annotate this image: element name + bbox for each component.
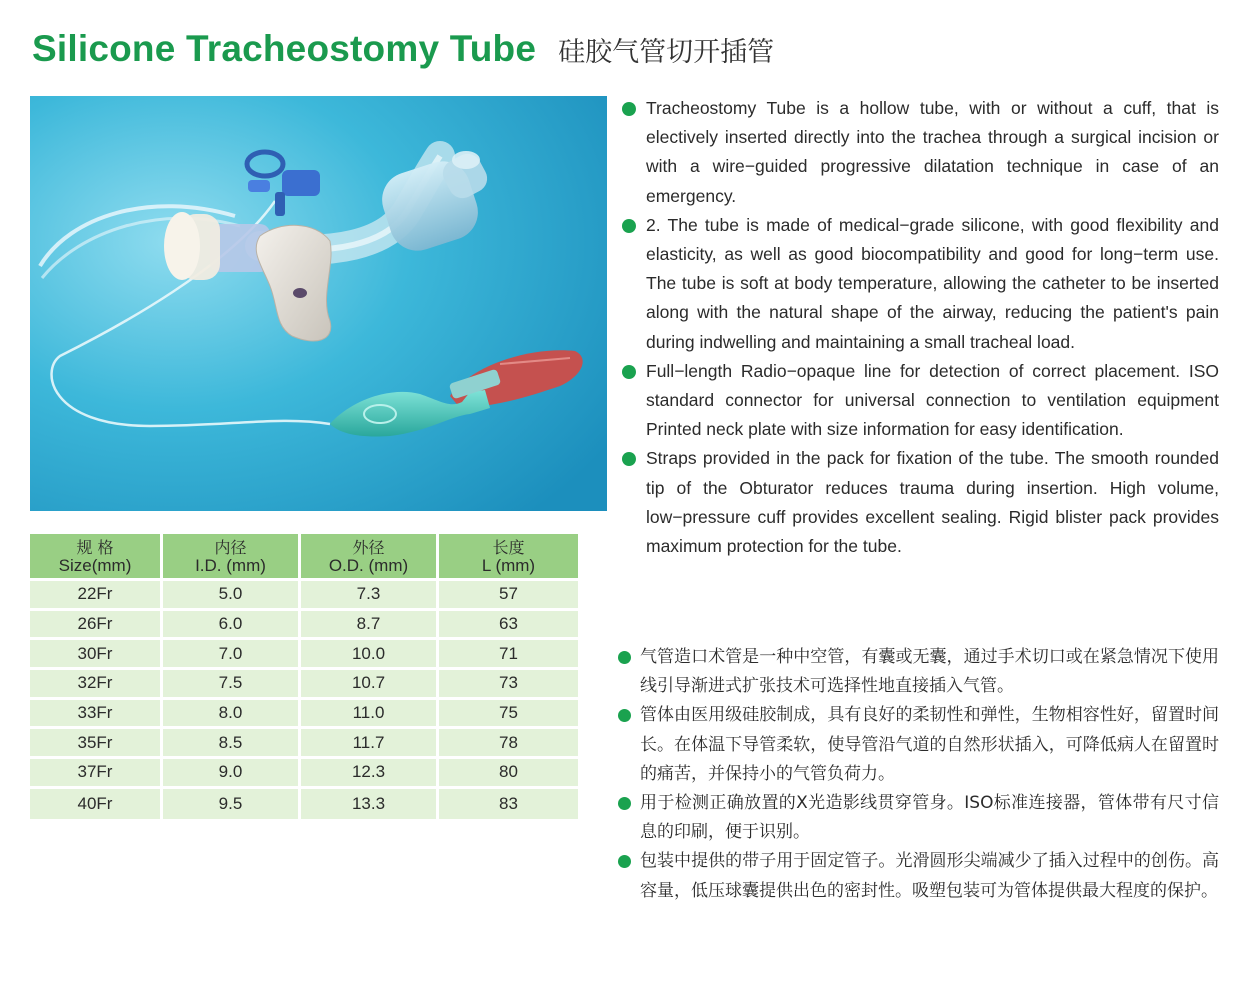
table-cell: 37Fr [30,759,163,789]
table-cell: 11.0 [301,700,439,730]
list-item-text: 用于检测正确放置的X光造影线贯穿管身。ISO标准连接器，管体带有尺寸信息的印刷，便于识别。 [640,793,1219,843]
bullet-dot-icon [618,797,631,810]
table-cell: 7.3 [301,581,439,611]
header-en: L (mm) [481,556,536,575]
header-en: Size(mm) [58,556,132,575]
list-item-text: 气管造口术管是一种中空管，有囊或无囊，通过手术切口或在紧急情况下使用线引导渐进式扩张技术可选择性地直接插入气管。 [640,647,1219,697]
table-cell: 7.0 [163,640,301,670]
header-cn: 内径 [214,538,247,557]
table-cell: 7.5 [163,670,301,700]
neck-plate-print [293,288,307,298]
table-cell: 80 [439,759,578,789]
tracheostomy-tube-illustration [30,96,607,511]
table-row [30,759,578,789]
title-english: Silicone Tracheostomy Tube [32,28,537,69]
list-item [622,444,1219,561]
table-cell: 73 [439,670,578,700]
table-row [30,789,578,819]
table-cell: 83 [439,789,578,819]
table-cell: 33Fr [30,700,163,730]
page-title [32,28,774,78]
specification-table [30,534,578,819]
table-row [30,729,578,759]
table-cell: 10.7 [301,670,439,700]
table-cell: 8.7 [301,611,439,641]
table-cell: 8.5 [163,729,301,759]
list-item [622,94,1219,211]
list-item-text: 管体由医用级硅胶制成，具有良好的柔韧性和弹性，生物相容性好，留置时间长。在体温下导管柔软，使导管沿气道的自然形状插入，可降低病人在留置时的痛苦，并保持小的气管负荷力。 [640,705,1219,784]
list-item [622,211,1219,357]
table-cell: 26Fr [30,611,163,641]
header-en: I.D. (mm) [195,556,266,575]
list-item-text: 2. The tube is made of medical−grade silicone, with good flexibility and elasticity, as well as good biocompatibility and good for long−term use. The tube is soft at body temperature, allowing the catheter to be inserted along with the natural shape of the airway, reducing the patient's pain during indwelling and maintaining a small tracheal load. [646,214,1219,352]
table-cell: 75 [439,700,578,730]
list-item [618,701,1219,789]
table-cell: 11.7 [301,729,439,759]
list-item [622,357,1219,445]
bullet-dot-icon [622,452,636,466]
table-row [30,700,578,730]
table-cell: 78 [439,729,578,759]
header-length [439,534,578,581]
title-chinese: 硅胶气管切开插管 [558,37,775,68]
header-en: O.D. (mm) [328,556,409,575]
bullet-dot-icon [618,651,631,664]
header-size [30,534,163,581]
table-cell: 30Fr [30,640,163,670]
table-cell: 22Fr [30,581,163,611]
bullet-dot-icon [622,365,636,379]
english-description-list [622,94,1219,561]
bullet-dot-icon [622,219,636,233]
list-item-text: 包装中提供的带子用于固定管子。光滑圆形尖端减少了插入过程中的创伤。高容量，低压球囊提供出色的密封性。吸塑包装可为管体提供最大程度的保护。 [640,851,1219,901]
table-cell: 63 [439,611,578,641]
table-cell: 5.0 [163,581,301,611]
chinese-description-list [618,643,1219,906]
table-cell: 57 [439,581,578,611]
header-cn: 长度 [492,538,525,557]
list-item [618,789,1219,847]
header-cn: 外径 [352,538,385,557]
table-header-row [30,534,578,581]
table-cell: 32Fr [30,670,163,700]
table-cell: 12.3 [301,759,439,789]
table-cell: 10.0 [301,640,439,670]
list-item [618,643,1219,701]
bullet-dot-icon [618,709,631,722]
list-item-text: Straps provided in the pack for fixation of the tube. The smooth rounded tip of the Obturator reduces trauma during insertion. High volume, low−pressure cuff provides excellent sealing. Rigid blister pack provides maximum protection for the tube. [646,448,1219,557]
table-cell: 8.0 [163,700,301,730]
table-row [30,640,578,670]
table-cell: 13.3 [301,789,439,819]
list-item-text: Full−length Radio−opaque line for detection of correct placement. ISO standard connector for universal connection to ventilation equipment Printed neck plate with size information for easy identification. [646,360,1219,440]
header-cn: 规 格 [76,538,114,557]
bullet-dot-icon [622,102,636,116]
bullet-dot-icon [618,855,631,868]
product-photo [30,96,607,511]
table-row [30,670,578,700]
table-cell: 9.0 [163,759,301,789]
table-cell: 35Fr [30,729,163,759]
table-cell: 71 [439,640,578,670]
list-item-text: Tracheostomy Tube is a hollow tube, with or without a cuff, that is electively inserted directly into the trachea through a surgical incision or with a wire−guided progressive dilatation technique in case of an emergency. [646,98,1219,206]
table-cell: 40Fr [30,789,163,819]
table-row [30,611,578,641]
list-item [618,847,1219,905]
table-cell: 9.5 [163,789,301,819]
table-row [30,581,578,611]
header-outer-diameter [301,534,439,581]
header-inner-diameter [163,534,301,581]
table-cell: 6.0 [163,611,301,641]
